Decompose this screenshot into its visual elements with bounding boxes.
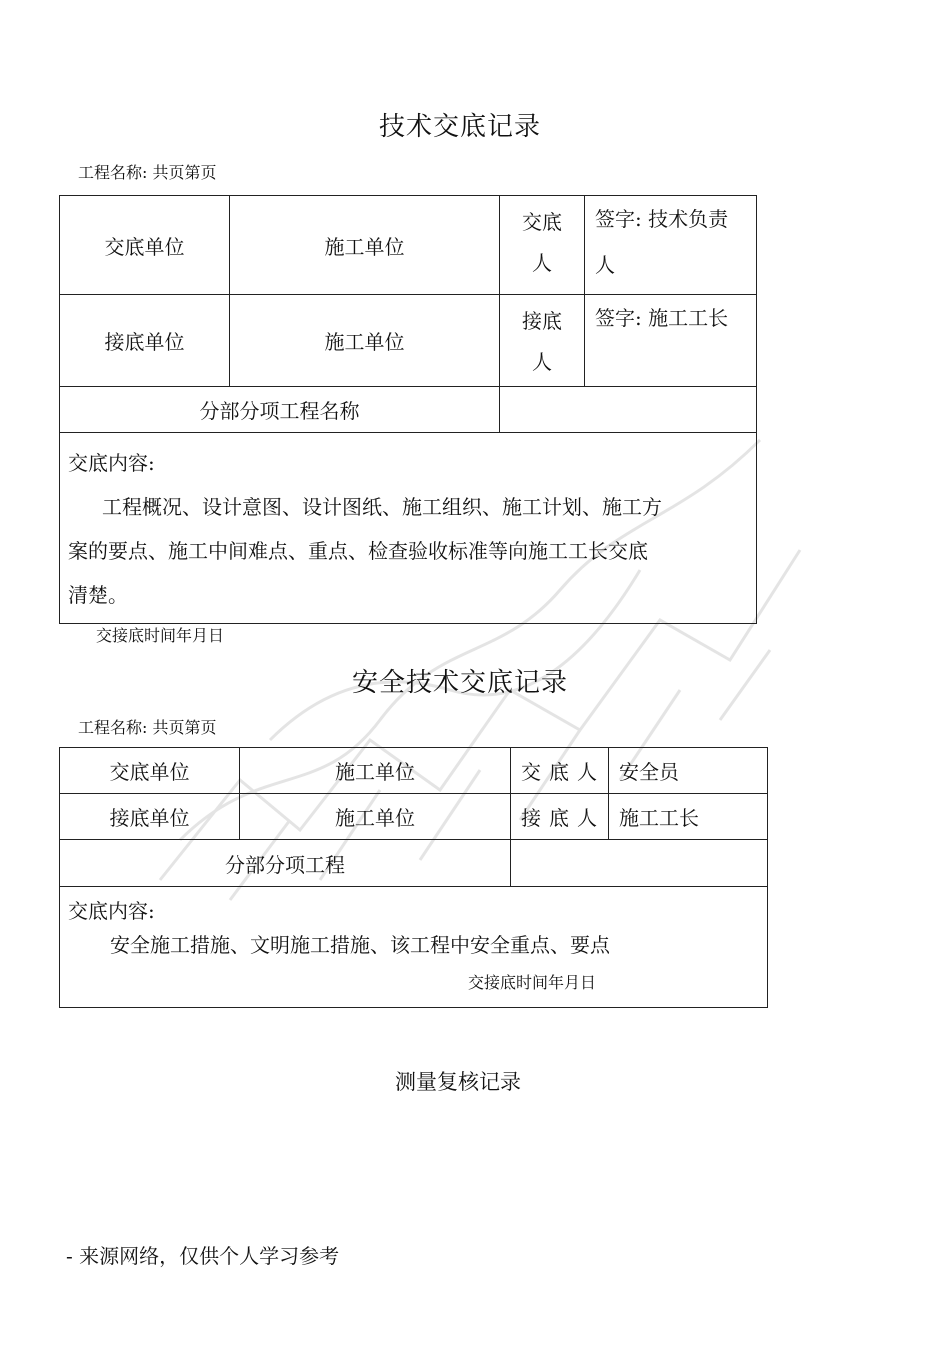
doc3-title: 测量复核记录 — [395, 1070, 521, 1094]
doc2-issuer-label: 交底单位 — [60, 748, 240, 794]
doc1-content-line1: 工程概况、设计意图、设计图纸、施工组织、施工计划、施工方 — [102, 495, 662, 519]
doc1-receiver-person-a: 接底 — [522, 309, 562, 333]
doc2-issuer-person: 交底人 — [511, 748, 609, 794]
doc1-issuer-unit: 施工单位 — [230, 196, 500, 295]
footer-note: - 来源网络，仅供个人学习参考 — [66, 1244, 340, 1268]
doc2-receiver-unit: 施工单位 — [240, 794, 511, 840]
doc2-receiver-who: 施工工长 — [609, 794, 768, 840]
doc2-time-line: 交接底时间年月日 — [468, 973, 597, 992]
doc2-title: 安全技术交底记录 — [351, 668, 568, 698]
doc2-table — [59, 747, 768, 1008]
doc2-content-label: 交底内容: — [68, 899, 155, 923]
doc1-content-cell — [60, 433, 757, 624]
doc2-issuer-who: 安全员 — [609, 748, 768, 794]
doc1-content-line2: 案的要点、施工中间难点、重点、检查验收标准等向施工工长交底 — [68, 539, 648, 563]
doc1-subproject-value — [500, 387, 757, 433]
doc2-subproject-value — [511, 840, 768, 887]
doc1-receiver-person-b: 人 — [532, 350, 552, 374]
doc1-content-line3: 清楚。 — [68, 583, 128, 607]
doc1-issuer-sign: 签字: 技术负责人 — [585, 196, 757, 295]
doc2-subproject-label: 分部分项工程 — [60, 840, 511, 887]
doc1-time-line: 交接底时间年月日 — [96, 626, 225, 645]
doc1-subproject-label: 分部分项工程名称 — [60, 387, 500, 433]
doc1-issuer-person-a: 交底 — [522, 210, 562, 234]
doc1-receiver-label: 接底单位 — [60, 295, 230, 387]
doc2-content-line1: 安全施工措施、文明施工措施、该工程中安全重点、要点 — [110, 933, 610, 957]
doc2-receiver-person: 接底人 — [511, 794, 609, 840]
doc2-receiver-label: 接底单位 — [60, 794, 240, 840]
doc1-receiver-unit: 施工单位 — [230, 295, 500, 387]
doc1-issuer-label: 交底单位 — [60, 196, 230, 295]
doc1-project-line: 工程名称: 共页第页 — [78, 163, 217, 182]
doc1-issuer-person-cell — [500, 196, 585, 295]
doc1-receiver-person-cell — [500, 295, 585, 387]
doc1-table — [59, 195, 757, 624]
doc1-title: 技术交底记录 — [378, 112, 541, 142]
doc1-issuer-person-b: 人 — [532, 251, 552, 275]
doc1-receiver-sign: 签字: 施工工长 — [585, 295, 757, 387]
doc2-content-cell — [60, 887, 768, 1008]
doc1-content-label: 交底内容: — [68, 451, 155, 475]
doc2-project-line: 工程名称: 共页第页 — [78, 718, 217, 737]
doc2-issuer-unit: 施工单位 — [240, 748, 511, 794]
